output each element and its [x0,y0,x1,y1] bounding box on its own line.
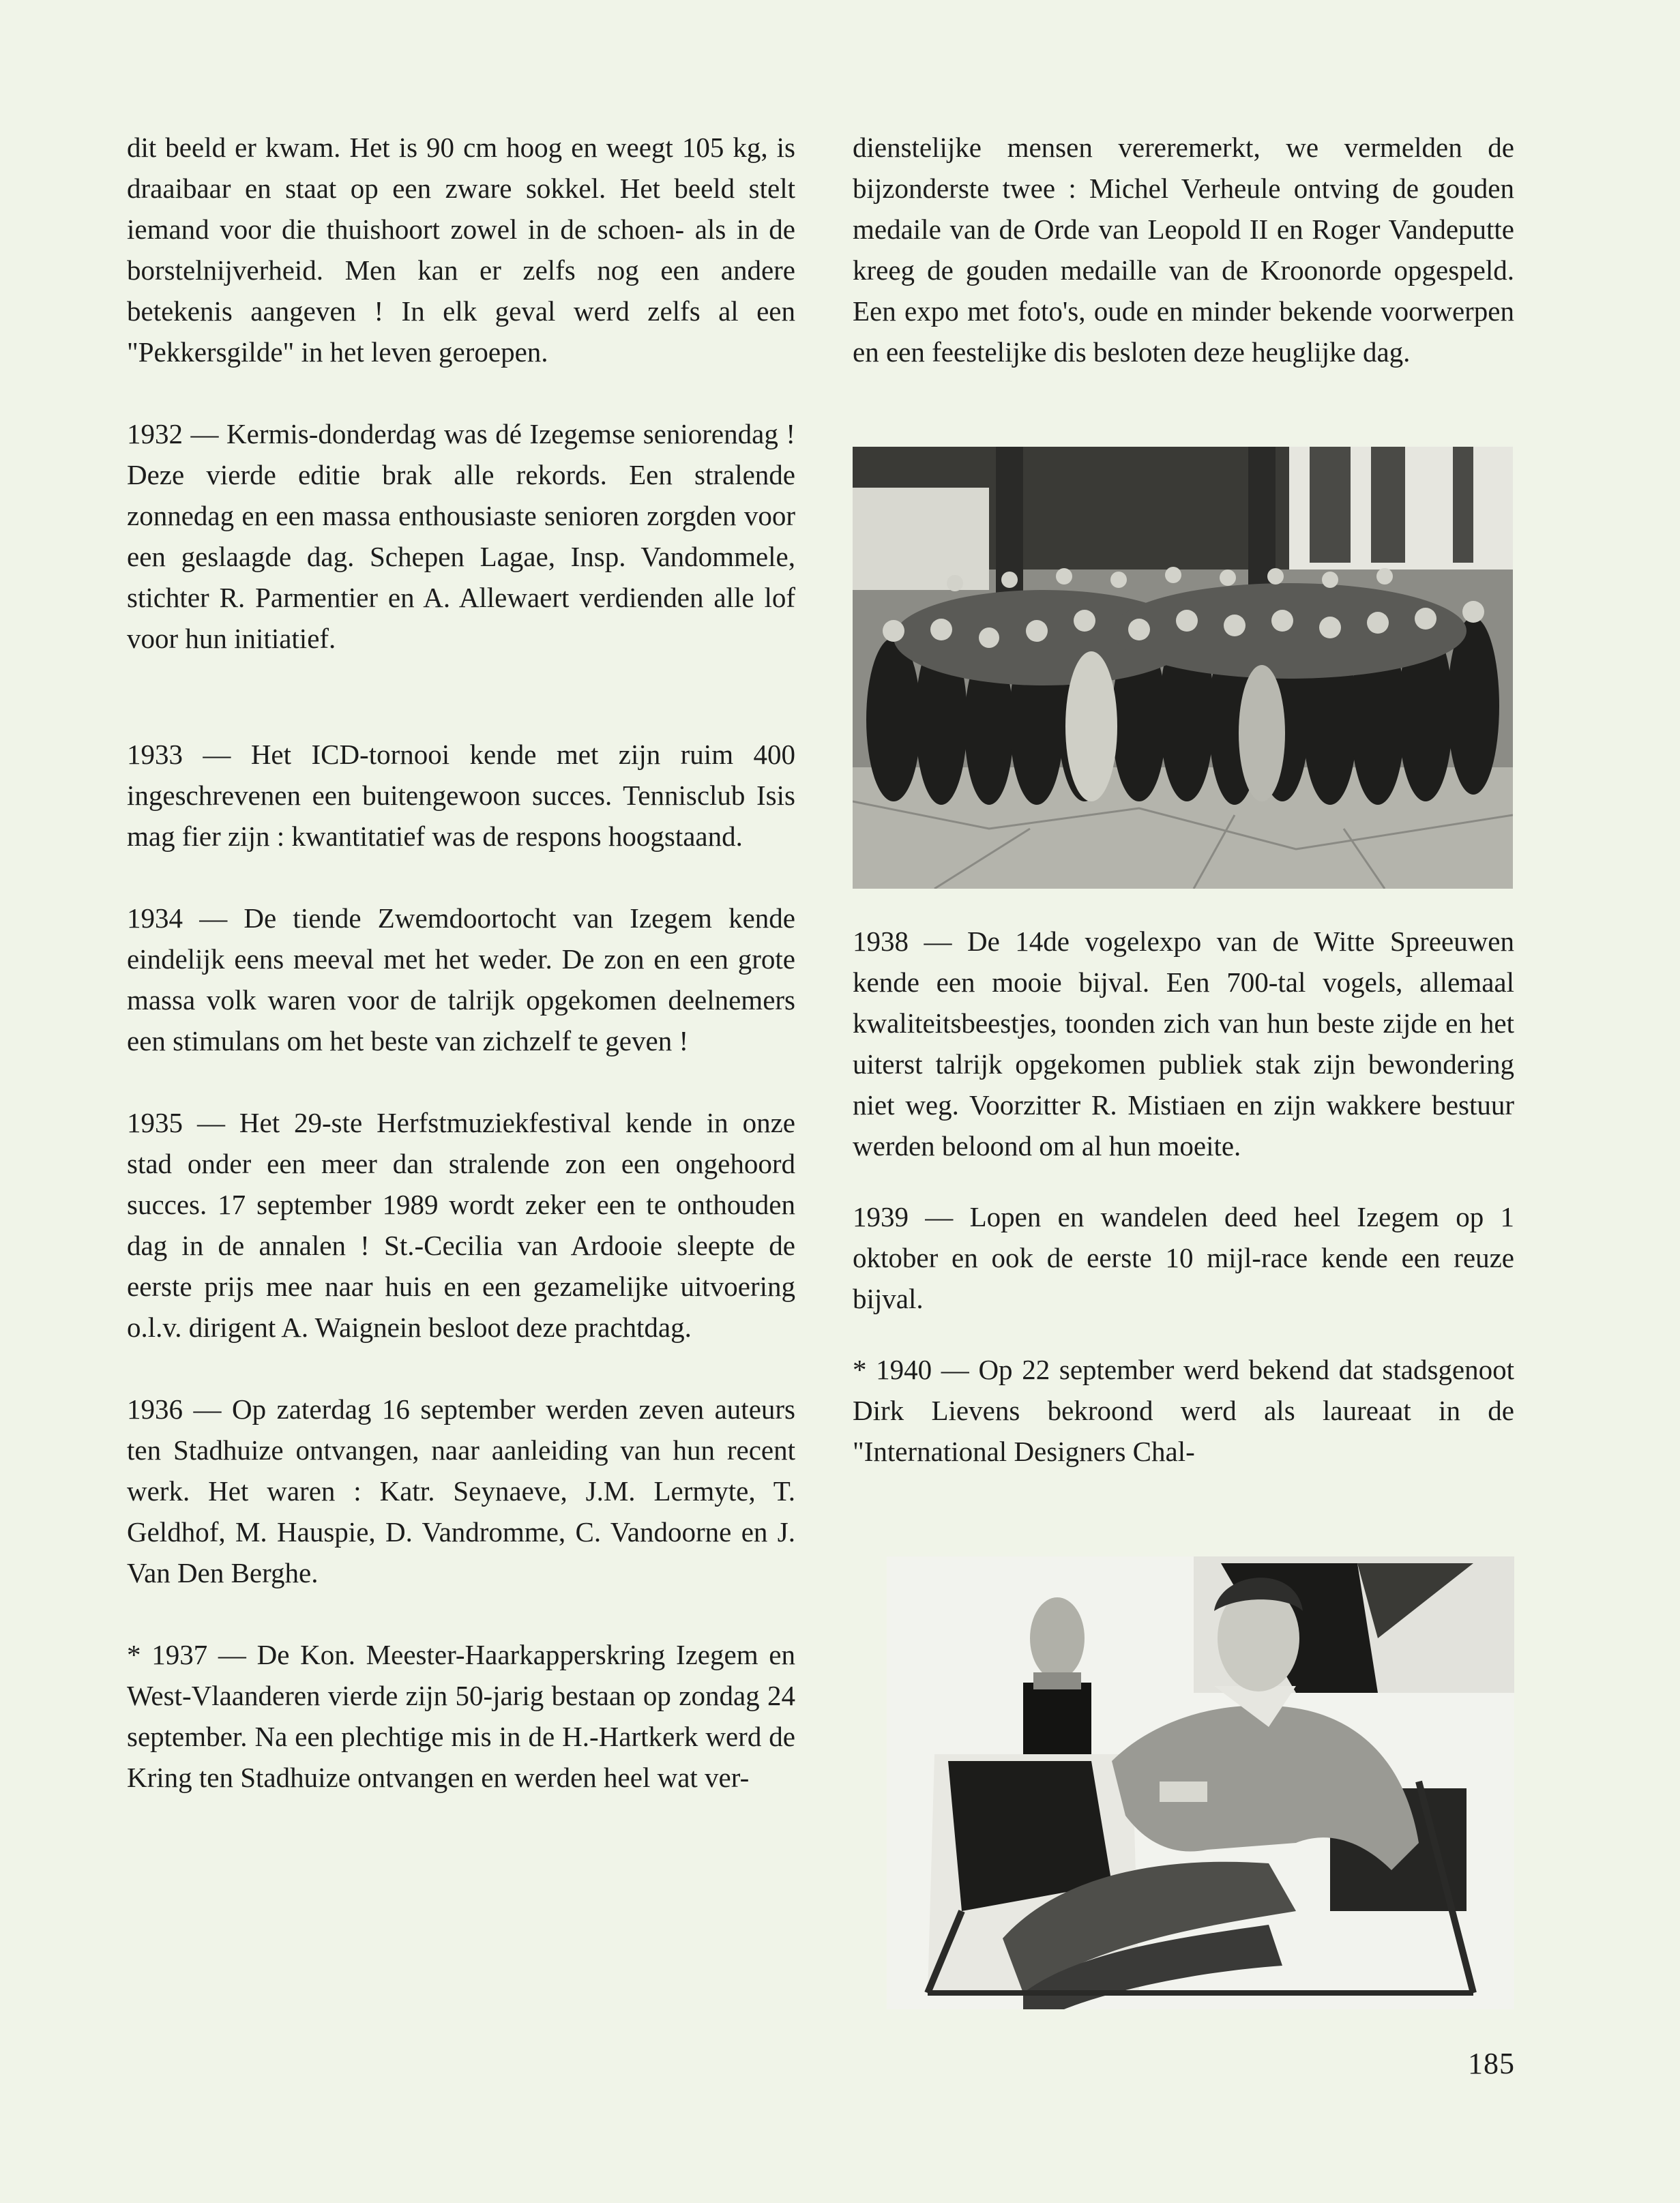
group-photo [853,447,1513,889]
paragraph-1935: 1935 — Het 29-ste Herfstmuziekfestival kende in onze stad onder een meer dan stralende zon een ongehoord succes. 17 september 1989 wordt zeker een te onthouden dag in de annalen ! St.-Cecilia van Ardooie sleepte de eerste prijs mee naar huis en een gezamelijke uitvoering o.l.v. dirigent A. Waignein besloot deze prachtdag. [127,1107,795,1343]
paragraph-1937-continued: dienstelijke mensen vereremerkt, we vermelden de bijzonderste twee : Michel Verheule ontving de gouden medaile van de Orde van Leopold II en Roger Vandeputte kreeg de gouden medaille van de Kroonorde opgespeld. Een expo met foto's, oude en minder bekende voorwerpen en een feestelijke dis besloten deze heuglijke dag. [853,132,1514,368]
paragraph-1934: 1934 — De tiende Zwemdoortocht van Izegem kende eindelijk eens meeval met het weder. De zon en een grote massa volk waren voor de talrijk opgekomen deelnemers een stimulans om het beste van zichzelf te geven ! [127,902,795,1056]
paragraph-statue: dit beeld er kwam. Het is 90 cm hoog en weegt 105 kg, is draaibaar en staat op een zware sokkel. Het beeld stelt iemand voor die thuishoort zowel in de schoen- als in de borstelnijverheid. Men kan er zelfs nog een andere betekenis aangeven ! In elk geval werd zelfs al een "Pekkersgilde" in het leven geroepen. [127,132,795,368]
paragraph-1940: * 1940 — Op 22 september werd bekend dat stadsgenoot Dirk Lievens bekroond werd als laureaat in de "International Designers Chal- [853,1354,1514,1467]
portrait-photo [887,1556,1514,2009]
paragraph-1938: 1938 — De 14de vogelexpo van de Witte Spreeuwen kende een mooie bijval. Een 700-tal vogels, allemaal kwaliteitsbeestjes, toonden zich van hun beste zijde en het uiterst talrijk opgekomen publiek stak zijn bewondering niet weg. Voorzitter R. Mistiaen en zijn wakkere bestuur werden beloond om al hun moeite. [853,926,1514,1162]
paragraph-1932: 1932 — Kermis-donderdag was dé Izegemse seniorendag ! Deze vierde editie brak alle rekords. Een stralende zonnedag en een massa enthousiaste senioren zorgden voor een geslaagde dag. Schepen Lagae, Insp. Vandommele, stichter R. Parmentier en A. Allewaert verdienden alle lof voor hun initiatief. [127,418,795,654]
page-number: 185 [1468,2047,1515,2080]
right-column-middle [853,921,1514,1502]
paragraph-1937: * 1937 — De Kon. Meester-Haarkapperskring Izegem en West-Vlaanderen vierde zijn 50-jarig bestaan op zondag 24 september. Na een plechtige mis in de H.-Hartkerk werd de Kring ten Stadhuize ontvangen en werden heel wat ver- [127,1639,795,1793]
paragraph-1939: 1939 — Lopen en wandelen deed heel Izegem op 1 oktober en ook de eerste 10 mijl-race kende een reuze bijval. [853,1201,1514,1314]
paragraph-1933: 1933 — Het ICD-tornooi kende met zijn ruim 400 ingeschrevenen een buitengewoon succes. Tennisclub Isis mag fier zijn : kwantitatief was de respons hoogstaand. [127,739,795,852]
right-column-top [853,127,1514,372]
paragraph-1936: 1936 — Op zaterdag 16 september werden zeven auteurs ten Stadhuize ontvangen, naar aanleiding van hun recent werk. Het waren : Katr. Seynaeve, J.M. Lermyte, T. Geldhof, M. Hauspie, D. Vandromme, C. Vandoorne en J. Van Den Berghe. [127,1393,795,1588]
portrait-photo-image [887,1556,1514,2009]
left-column [127,127,795,1839]
group-photo-image [853,447,1513,889]
